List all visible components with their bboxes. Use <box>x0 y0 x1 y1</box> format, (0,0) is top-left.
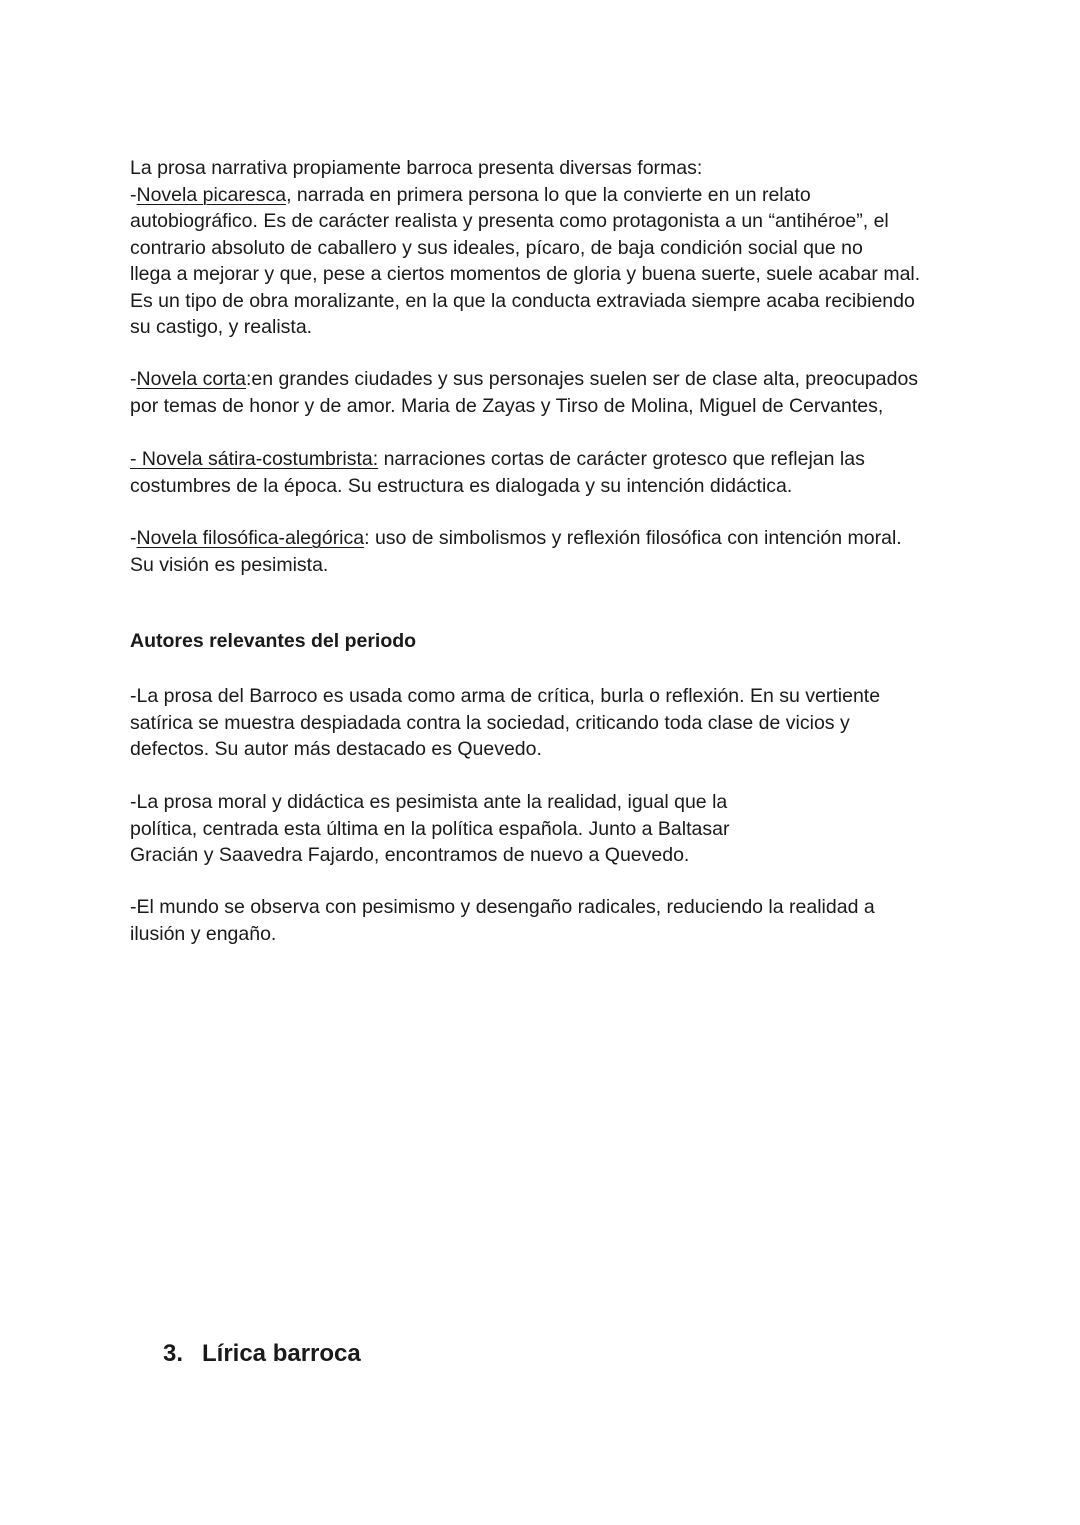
picaresca-line-1 <box>130 182 960 209</box>
section-heading-lirica <box>163 1340 361 1368</box>
term-novela-satira: - Novela sátira-costumbrista: <box>130 448 379 470</box>
autores-p2-line-1: -La prosa moral y didáctica es pesimista ante la realidad, igual que la <box>130 791 728 813</box>
picaresca-line-2: autobiográfico. Es de carácter realista y presenta como protagonista a un “antihéroe”, el <box>130 210 889 232</box>
picaresca-line-5: Es un tipo de obra moralizante, en la que la conducta extraviada siempre acaba recibiendo <box>130 289 915 312</box>
corta-line-2: por temas de honor y de amor. Maria de Zayas y Tirso de Molina, Miguel de Cervantes, <box>130 394 884 417</box>
section-number: 3. <box>163 1340 184 1367</box>
corta-line-1 <box>130 366 960 393</box>
paragraph-autores-1 <box>130 683 960 763</box>
paragraph-autores-2 <box>130 789 960 869</box>
picaresca-text-1: , narrada en primera persona lo que la convierte en un relato <box>286 183 811 206</box>
autores-p3-line-2: ilusión y engaño. <box>130 922 277 945</box>
paragraph-corta <box>130 366 960 419</box>
filosofica-line-1 <box>130 525 960 552</box>
heading-autores: Autores relevantes del periodo <box>130 630 417 652</box>
picaresca-line-6: su castigo, y realista. <box>130 316 313 338</box>
term-novela-picaresca: Novela picaresca <box>136 183 287 206</box>
autores-p3-line-1: -El mundo se observa con pesimismo y desengaño radicales, reduciendo la realidad a <box>130 896 875 918</box>
term-novela-corta: Novela corta <box>136 368 246 390</box>
picaresca-line-4: llega a mejorar y que, pese a ciertos momentos de gloria y buena suerte, suele acabar mal. <box>130 263 921 285</box>
corta-text-1: :en grandes ciudades y sus personajes suelen ser de clase alta, preocupados <box>245 368 919 390</box>
autores-p1-line-2: satírica se muestra despiadada contra la sociedad, criticando toda clase de vicios y <box>130 711 850 734</box>
dash: - <box>130 183 137 206</box>
autores-p1-line-3: defectos. Su autor más destacado es Quevedo. <box>130 738 542 760</box>
satira-line-1 <box>130 446 960 473</box>
dash: - <box>130 527 137 549</box>
filosofica-text-1: : uso de simbolismos y reflexión filosófica con intención moral. <box>364 527 902 549</box>
paragraph-satira <box>130 446 960 499</box>
paragraph-autores-3 <box>130 894 960 947</box>
autores-p2-line-2: política, centrada esta última en la política española. Junto a Baltasar <box>130 817 730 840</box>
dash: - <box>130 368 137 390</box>
intro-line: La prosa narrativa propiamente barroca presenta diversas formas: <box>130 157 703 179</box>
autores-p1-line-1: -La prosa del Barroco es usada como arma de crítica, burla o reflexión. En su vertiente <box>130 685 881 707</box>
section-title-text: Lírica barroca <box>202 1340 361 1367</box>
autores-p2-line-3: Gracián y Saavedra Fajardo, encontramos de nuevo a Quevedo. <box>130 844 690 866</box>
satira-line-2: costumbres de la época. Su estructura es dialogada y su intención didáctica. <box>130 474 793 497</box>
term-novela-filosofica: Novela filosófica-alegórica <box>136 527 365 549</box>
filosofica-line-2: Su visión es pesimista. <box>130 553 329 576</box>
paragraph-filosofica <box>130 525 960 578</box>
paragraph-picaresca <box>130 155 960 341</box>
picaresca-line-3: contrario absoluto de caballero y sus ideales, pícaro, de baja condición social que no <box>130 236 863 259</box>
satira-text-1: narraciones cortas de carácter grotesco que reflejan las <box>378 448 865 470</box>
